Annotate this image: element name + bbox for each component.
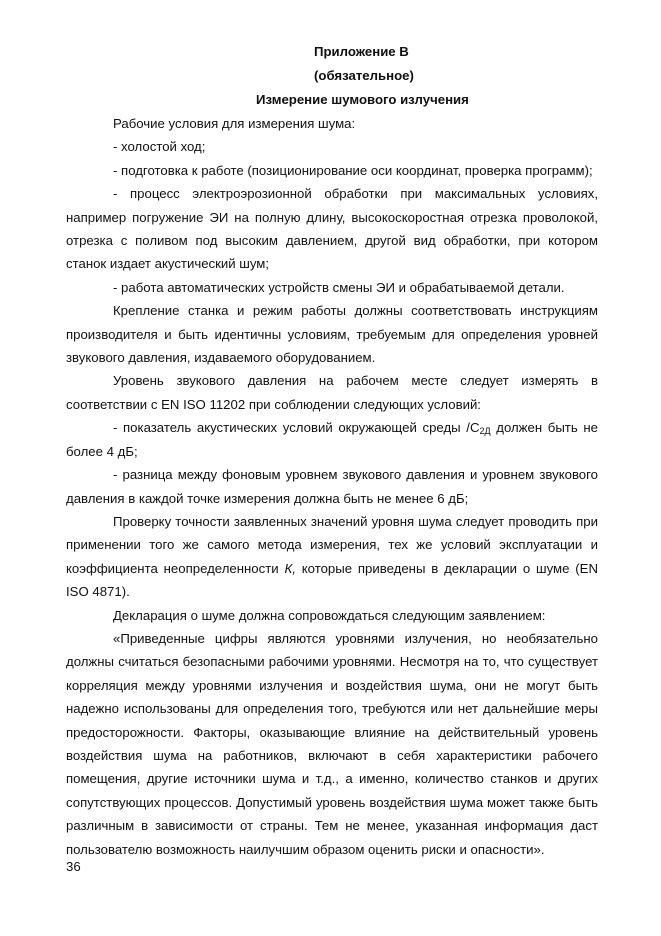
paragraph-declaration-intro: Декларация о шуме должна сопровождаться следующим заявлением:	[113, 607, 546, 623]
paragraph-declaration-quote: «Приведенные цифры являются уровнями излучения, но необязательно должны считаться безопасными рабочими уровнями. Несмотря на то, что существует корреляция между уровнями излучения и воздействия шума, они не могут быть надежно использованы для определения того, требуются или нет дальнейшие меры предосторожности. Факторы, оказывающие влияние на действительный уровень воздействия шума на работников, включают в себя характеристики рабочего помещения, другие источники шума и т.д., а именно, количество станков и других сопутствующих процессов. Допустимый уровень воздействия шума может также быть различным в зависимости от страны. Тем не менее, указанная информация даст пользователю возможность наилучшим образом оценить риски и опасности».	[66, 630, 598, 857]
list-item-tool-change: - работа автоматических устройств смены ЭИ и обрабатываемой детали.	[113, 279, 565, 295]
list-item-edm-process: - процесс электроэрозионной обработки при максимальных условиях, например погружение ЭИ на полную длину, высокоскоростная отрезка проволокой, отрезка с поливом под высоким давлением, другой вид обработки, при котором станок издает акустический шум;	[66, 186, 598, 272]
verification-text-before: Проверку точности заявленных значений уровня шума следует проводить при применении того же самого метода измерения, тех же условий эксплуатации и коэффициента неопределенности	[66, 513, 598, 576]
list-item-background-difference: - разница между фоновым уровнем звукового давления и уровнем звукового давления в каждой точке измерения должна быть не менее 6 дБ;	[66, 467, 598, 506]
acoustic-text-before: - показатель акустических условий окружающей среды /С	[113, 420, 480, 436]
appendix-status: (обязательное)	[314, 68, 414, 83]
list-item-acoustic-index	[66, 416, 598, 463]
paragraph-sound-level: Уровень звукового давления на рабочем месте следует измерять в соответствии с EN ISO 11202 при соблюдении следующих условий:	[66, 373, 598, 412]
list-item-idle: - холостой ход;	[113, 139, 206, 155]
paragraph-verification	[66, 510, 598, 604]
section-title: Измерение шумового излучения	[256, 92, 469, 107]
paragraph-mounting: Крепление станка и режим работы должны соответствовать инструкциям производителя и быть идентичны условиям, требуемым для определения уровней звукового давления, издаваемого оборудованием.	[66, 303, 598, 366]
paragraph-conditions-intro: Рабочие условия для измерения шума:	[113, 116, 356, 131]
document-page	[66, 40, 598, 861]
acoustic-subscript: 2Д	[479, 426, 491, 437]
list-item-preparation: - подготовка к работе (позиционирование оси координат, проверка программ);	[113, 162, 593, 178]
acoustic-text-after: должен быть не более 4 дБ;	[66, 420, 598, 459]
appendix-title: Приложение В	[314, 44, 409, 59]
page-number: 36	[66, 859, 81, 874]
uncertainty-coefficient: К,	[284, 560, 296, 576]
verification-text-after: которые приведены в декларации о шуме (EN ISO 4871).	[66, 560, 598, 600]
